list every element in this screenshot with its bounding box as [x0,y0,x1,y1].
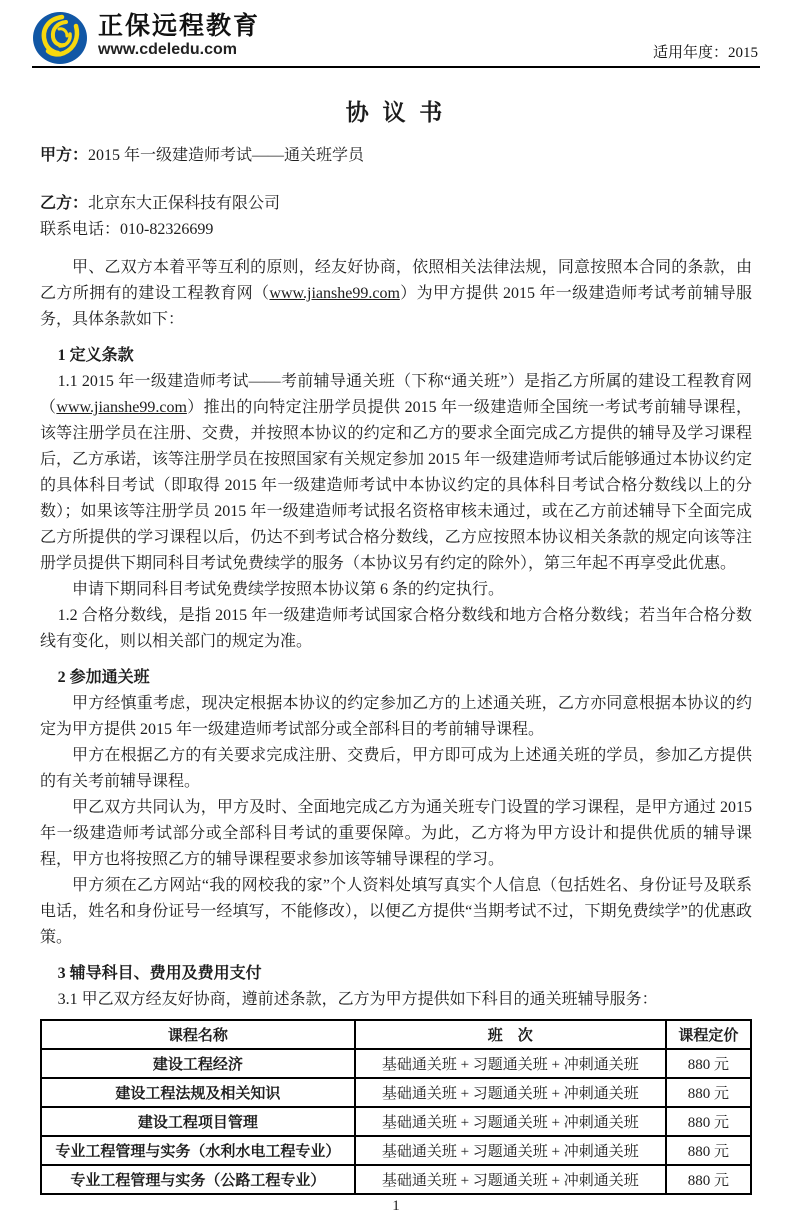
party-a-value: 2015 年一级建造师考试——通关班学员 [88,147,365,164]
clause-3-1: 3.1 甲乙双方经友好协商，遵前述条款，乙方为甲方提供如下科目的通关班辅导服务： [57,991,658,1008]
course-name-cell: 建设工程法规及相关知识 [41,1078,355,1107]
party-a-line [40,143,752,169]
table-row [41,1078,751,1107]
header-course-name: 课程名称 [41,1020,355,1049]
spacer [40,169,752,191]
clause-renewal: 申请下期同科目考试免费续学按照本协议第 6 条的约定执行。 [72,581,505,598]
section-3-heading: 3 辅导科目、费用及费用支付 [57,965,262,982]
section-2-paragraph-2: 甲方在根据乙方的有关要求完成注册、交费后，甲方即可成为上述通关班的学员，参加乙方提供的有关考前辅导课程。 [40,747,752,790]
page-header [32,8,760,68]
table-header-row [41,1020,751,1049]
course-name-cell: 专业工程管理与实务（公路工程专业） [41,1165,355,1194]
class-type-cell: 基础通关班 + 习题通关班 + 冲刺通关班 [355,1049,666,1078]
table-row [41,1165,751,1194]
contact-phone-line [40,217,752,243]
course-price-table [40,1019,752,1195]
table-row [41,1136,751,1165]
price-cell: 880 元 [666,1049,751,1078]
header-course-price: 课程定价 [666,1020,751,1049]
party-b-label: 乙方： [40,195,89,212]
brand-block [98,12,260,60]
page-number: 1 [392,1198,400,1214]
section-1-heading: 1 定义条款 [57,347,134,364]
section-2-paragraph-3: 甲乙双方共同认为，甲方及时、全面地完成乙方为通关班专门设置的学习课程，是甲方通过 2015 年一级建造师考试部分或全部科目考试的重要保障。为此，乙方将为甲方设计和提供优质的辅导课程，甲方也将按照乙方的辅导课程要求参加该等辅导课程的学习。 [40,799,752,868]
course-name-cell: 专业工程管理与实务（水利水电工程专业） [41,1136,355,1165]
course-name-cell: 建设工程项目管理 [41,1107,355,1136]
phone-value: 010-82326699 [120,221,214,238]
clause-1-1-text-1: 1.1 2015 年一级建造师考试——考前辅导通关班（下称“通关班”）是指乙方所属的建设工程教育网（ [40,373,752,416]
brand-website: www.cdeledu.com [98,41,237,58]
section-2-paragraph-4: 甲方须在乙方网站“我的网校我的家”个人资料处填写真实个人信息（包括姓名、身份证号及联系电话，姓名和身份证号一经填写，不能修改），以便乙方提供“当期考试不过，下期免费续学”的优惠政策。 [40,877,752,946]
intro-paragraph [40,255,752,333]
page-title: 协 议 书 [345,100,447,125]
applicable-year-label: 适用年度：2015 [652,45,758,61]
class-type-cell: 基础通关班 + 习题通关班 + 冲刺通关班 [355,1107,666,1136]
table-row [41,1107,751,1136]
section-2-paragraph-1: 甲方经慎重考虑，现决定根据本协议的约定参加乙方的上述通关班，乙方亦同意根据本协议的约定为甲方提供 2015 年一级建造师考试部分或全部科目的考前辅导课程。 [40,695,752,738]
class-type-cell: 基础通关班 + 习题通关班 + 冲刺通关班 [355,1136,666,1165]
header-class-type: 班 次 [355,1020,666,1049]
price-cell: 880 元 [666,1165,751,1194]
phone-label: 联系电话： [40,221,121,238]
cdeledu-logo-icon [32,10,88,66]
jianshe99-link[interactable]: www.jianshe99.com [269,285,400,302]
party-a-label: 甲方： [40,147,89,164]
class-type-cell: 基础通关班 + 习题通关班 + 冲刺通关班 [355,1165,666,1194]
course-name-cell: 建设工程经济 [41,1049,355,1078]
brand-name: 正保远程教育 [98,12,261,40]
intro-text-1: 甲、乙双方本着平等互利的原则，经友好协商，依照相关法律法规，同意按照本合同的条款，由乙方所拥有的建设工程教育网（ [40,259,752,302]
price-cell: 880 元 [666,1107,751,1136]
clause-1-1-text-2: ）推出的向特定注册学员提供 2015 年一级建造师全国统一考试考前辅导课程，该等注册学员在注册、交费，并按照本协议的约定和乙方的要求全面完成乙方提供的辅导及学习课程后，乙方承诺，该等注册学员在按照国家有关规定参加 2015 年一级建造师考试后能够通过本协议约定的具体科目考试（即取得 2015 年一级建造师考试中本协议约定的具体科目考试合格分数线以上的分数）；如果该等注册学员 2015 年一级建造师考试报名资格审核未通过，或在乙方前述辅导下全面完成乙方所提供的学习课程以后，仍达不到考试合格分数线，乙方应按照本协议相关条款的规定向该等注册学员提供下期同科目考试免费续学的服务（本协议另有约定的除外），第三年起不再享受此优惠。 [40,399,753,572]
table-row [41,1049,751,1078]
spacer [40,243,752,255]
section-2-heading: 2 参加通关班 [57,669,150,686]
party-b-line [40,191,752,217]
party-b-value: 北京东大正保科技有限公司 [88,195,281,212]
class-type-cell: 基础通关班 + 习题通关班 + 冲刺通关班 [355,1078,666,1107]
price-cell: 880 元 [666,1078,751,1107]
price-cell: 880 元 [666,1136,751,1165]
jianshe99-link[interactable]: www.jianshe99.com [56,399,187,416]
clause-1-2: 1.2 合格分数线，是指 2015 年一级建造师考试国家合格分数线和地方合格分数线；若当年合格分数线有变化，则以相关部门的规定为准。 [40,607,752,650]
intro-text-2: ）为甲方提供 2015 年一级建造师考试考前辅导服务，具体条款如下： [40,285,752,328]
clause-1-1 [40,369,752,577]
